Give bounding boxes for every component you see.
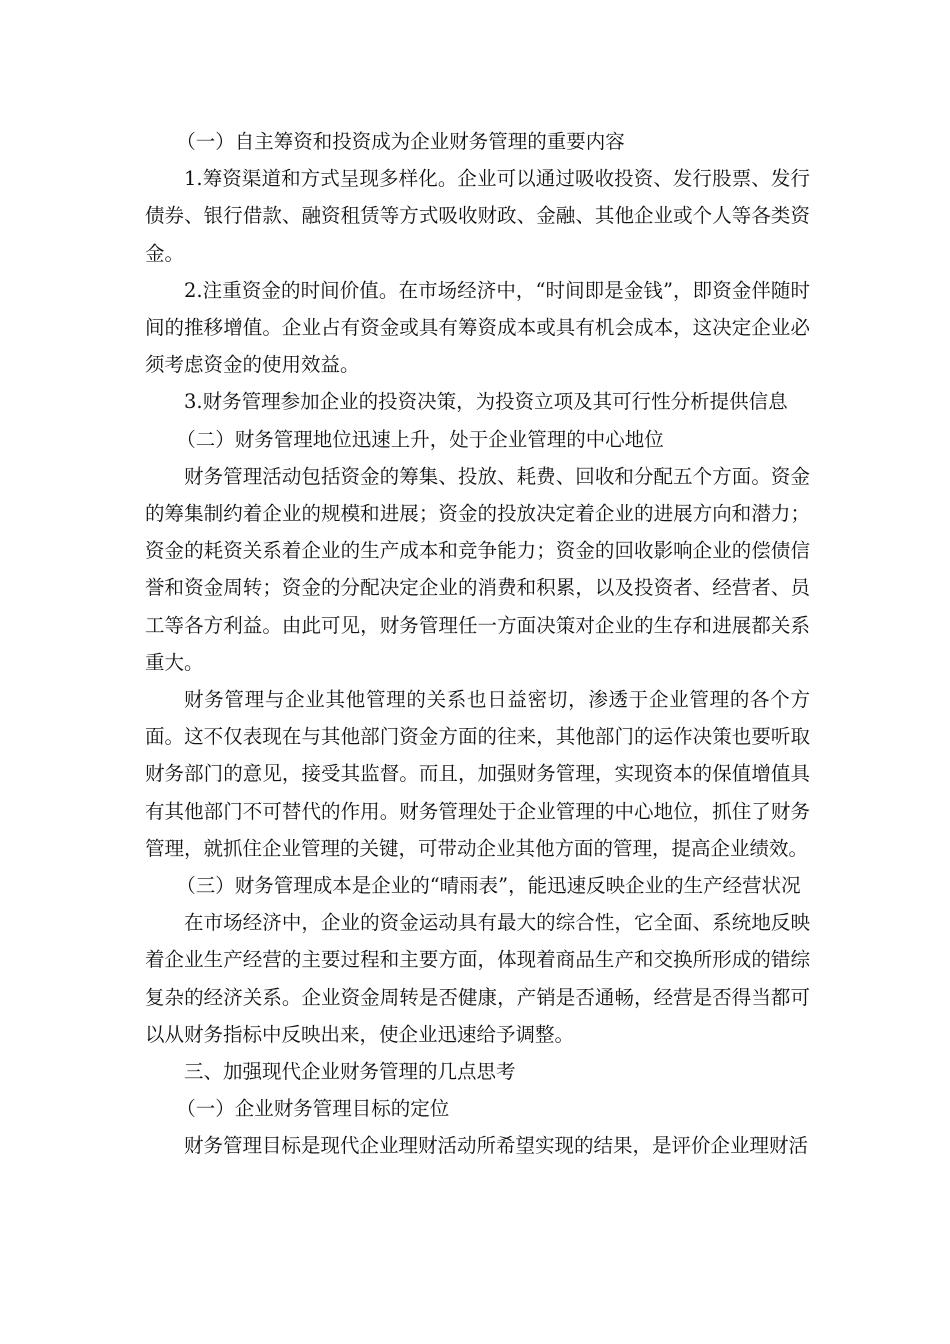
paragraph: 1.筹资渠道和方式呈现多样化。企业可以通过吸收投资、发行股票、发行债券、银行借款、融资租赁等方式吸收财政、金融、其他企业或个人等各类资金。 (145, 167, 810, 265)
paragraph: 3.财务管理参加企业的投资决策，为投资立项及其可行性分析提供信息 (184, 390, 788, 414)
section-heading: （一）自主筹资和投资成为企业财务管理的重要内容 (176, 130, 625, 153)
paragraph: 财务管理目标是现代企业理财活动所希望实现的结果，是评价企业理财活 (184, 1134, 809, 1158)
section-heading: （三）财务管理成本是企业的“晴雨表”，能迅速反映企业的生产经营状况 (176, 874, 801, 898)
section-heading: （二）财务管理地位迅速上升，处于企业管理的中心地位 (176, 427, 664, 451)
section-heading: （一）企业财务管理目标的定位 (176, 1097, 450, 1121)
paragraph: 财务管理活动包括资金的筹集、投放、耗费、回收和分配五个方面。资金的筹集制约着企业的规模和进展；资金的投放决定着企业的进展方向和潜力；资金的耗资关系着企业的生产成本和竞争能力；资金的回收影响企业的偿债信誉和资金周转；资金的分配决定企业的消费和积累，以及投资者、经营者、员工等各方利益。由此可见，财务管理任一方面决策对企业的生存和进展都关系重大。 (145, 464, 810, 674)
chapter-heading: 三、加强现代企业财务管理的几点思考 (184, 1060, 516, 1084)
paragraph: 2.注重资金的时间价值。在市场经济中，“时间即是金钱”，即资金伴随时间的推移增值。企业占有资金或具有筹资成本或具有机会成本，这决定企业必须考虑资金的使用效益。 (145, 278, 810, 377)
paragraph: 财务管理与企业其他管理的关系也日益密切，渗透于企业管理的各个方面。这不仅表现在与其他部门资金方面的往来，其他部门的运作决策也要听取财务部门的意见，接受其监督。而且，加强财务管理，实现资本的保值增值具有其他部门不可替代的作用。财务管理处于企业管理的中心地位，抓住了财务管理，就抓住企业管理的关键，可带动企业其他方面的管理，提高企业绩效。 (145, 688, 810, 860)
paragraph: 在市场经济中，企业的资金运动具有最大的综合性，它全面、系统地反映着企业生产经营的主要过程和主要方面，体现着商品生产和交换所形成的错综复杂的经济关系。企业资金周转是否健康，产销是否通畅，经营是否得当都可以从财务指标中反映出来，使企业迅速给予调整。 (145, 911, 810, 1046)
